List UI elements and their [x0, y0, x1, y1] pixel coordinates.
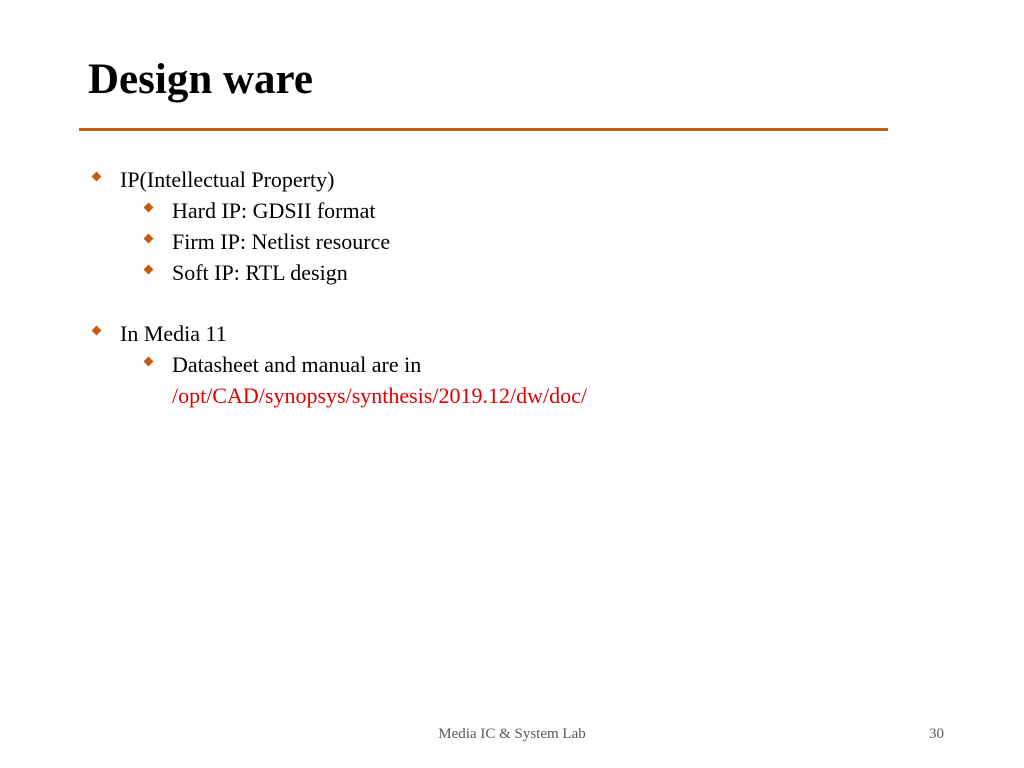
diamond-bullet-icon — [144, 203, 154, 213]
footer-lab-name: Media IC & System Lab — [438, 726, 586, 742]
bullet-media-11: In Media 11 — [120, 321, 227, 346]
doc-path: /opt/CAD/synopsys/synthesis/2019.12/dw/doc/ — [172, 383, 587, 408]
diamond-bullet-icon — [92, 326, 102, 336]
diamond-bullet-icon — [92, 172, 102, 182]
diamond-bullet-icon — [144, 234, 154, 244]
sub-bullet-firm-ip: Firm IP: Netlist resource — [172, 229, 391, 254]
page-number: 30 — [929, 726, 944, 742]
sub-bullet-hard-ip: Hard IP: GDSII format — [172, 198, 376, 223]
diamond-bullet-icon — [144, 265, 154, 275]
slide-title: Design ware — [88, 56, 313, 103]
diamond-bullet-icon — [144, 357, 154, 367]
bullet-ip: IP(Intellectual Property) — [120, 167, 335, 192]
sub-bullet-soft-ip: Soft IP: RTL design — [172, 260, 348, 285]
sub-bullet-datasheet: Datasheet and manual are in — [172, 352, 422, 377]
